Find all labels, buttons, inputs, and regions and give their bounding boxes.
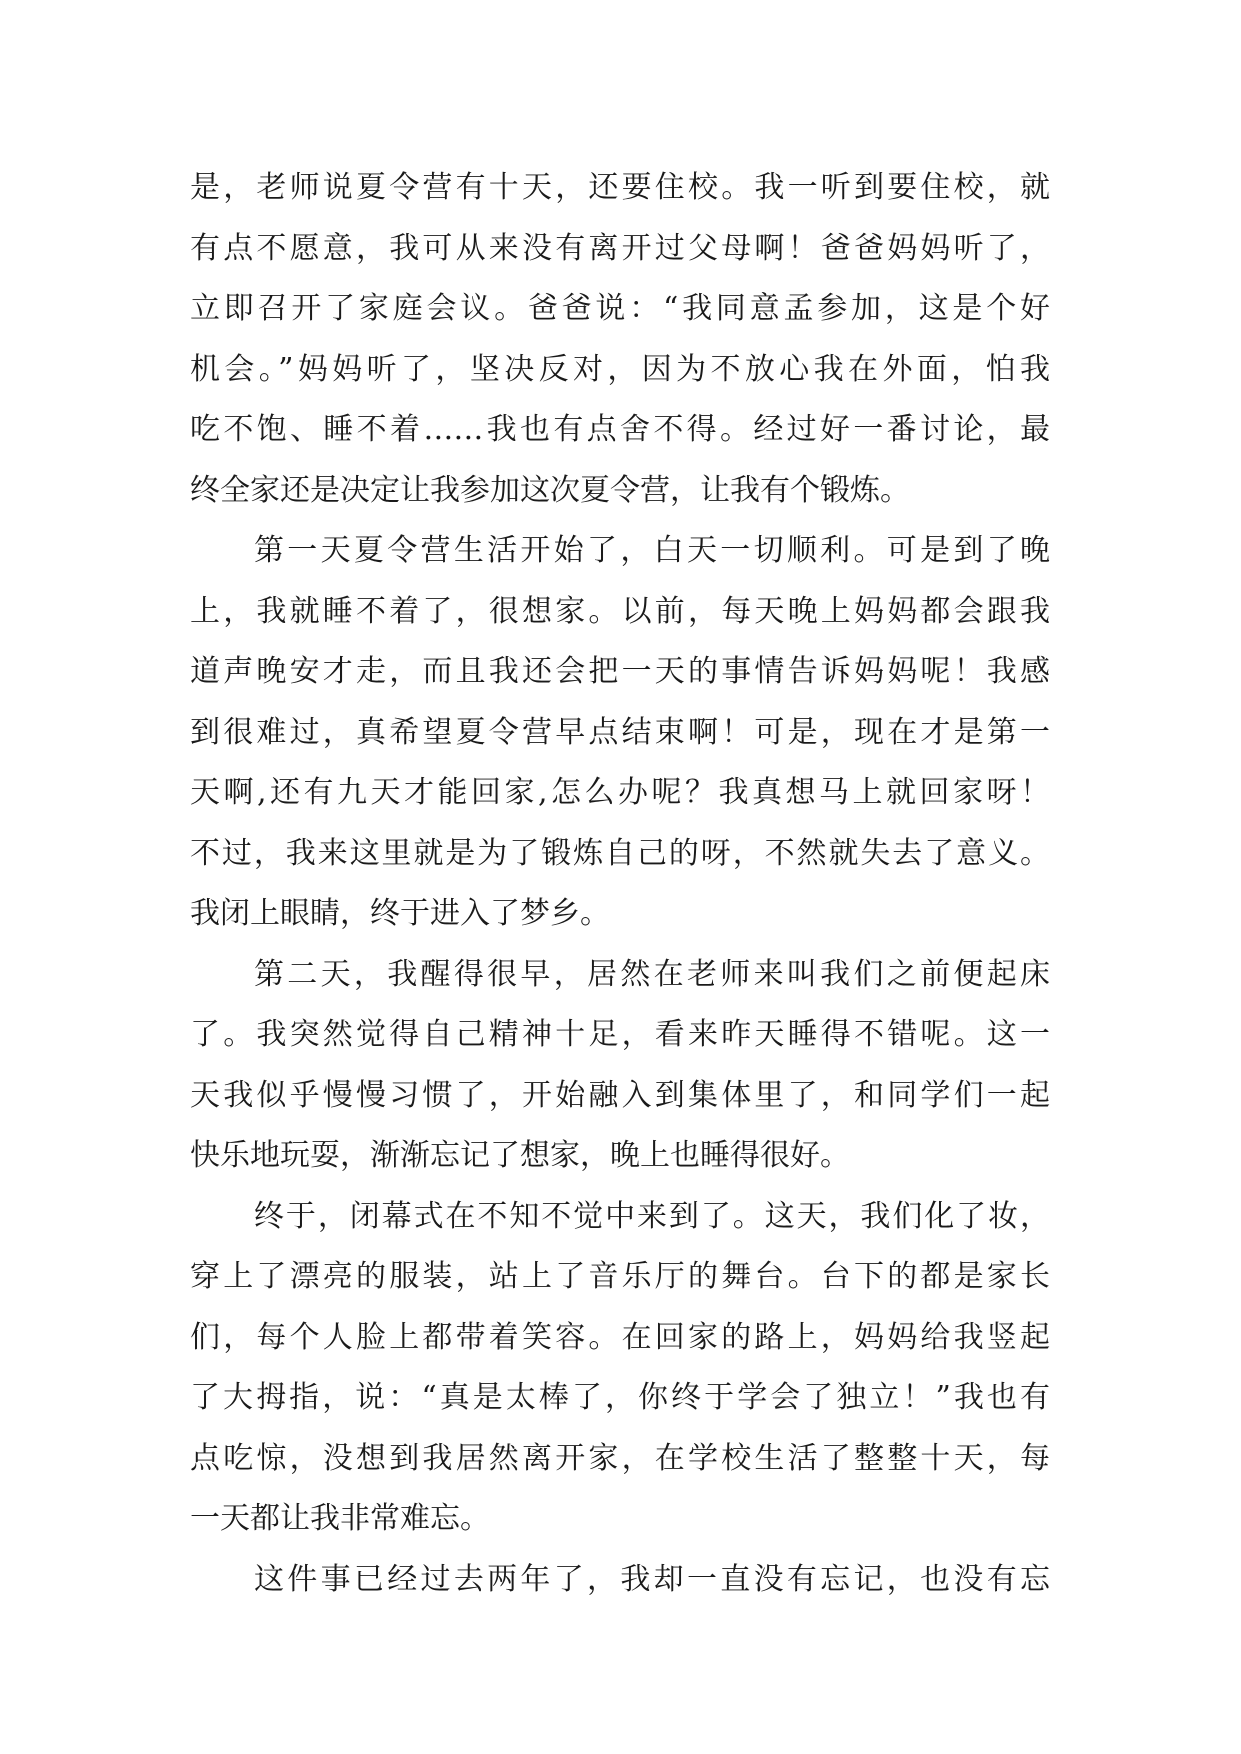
text-line: 道声晚安才走，而且我还会把一天的事情告诉妈妈呢！我感 — [190, 654, 1050, 689]
body-text — [190, 158, 1050, 1610]
text-line: 快乐地玩耍，渐渐忘记了想家，晚上也睡得很好。 — [190, 1138, 850, 1173]
text-line: 机会。”妈妈听了，坚决反对，因为不放心我在外面，怕我 — [190, 351, 1050, 387]
paragraph-first-line: 终于，闭幕式在不知不觉中来到了。这天，我们化了妆， — [254, 1198, 1050, 1234]
text-line: 了。我突然觉得自己精神十足，看来昨天睡得不错呢。这一 — [190, 1017, 1050, 1052]
text-line: 了大拇指，说：“真是太棒了，你终于学会了独立！”我也有 — [190, 1380, 1050, 1415]
text-line: 是，老师说夏令营有十天，还要住校。我一听到要住校，就 — [190, 170, 1050, 205]
text-line: 天啊,还有九天才能回家,怎么办呢？我真想马上就回家呀！ — [190, 775, 1050, 810]
text-line: 们，每个人脸上都带着笑容。在回家的路上，妈妈给我竖起 — [190, 1319, 1050, 1355]
text-line: 上，我就睡不着了，很想家。以前，每天晚上妈妈都会跟我 — [190, 593, 1050, 629]
text-line: 终全家还是决定让我参加这次夏令营，让我有个锻炼。 — [190, 472, 910, 508]
text-line: 立即召开了家庭会议。爸爸说：“我同意孟参加，这是个好 — [190, 291, 1050, 326]
text-line: 天我似乎慢慢习惯了，开始融入到集体里了，和同学们一起 — [190, 1077, 1050, 1113]
text-line: 点吃惊，没想到我居然离开家，在学校生活了整整十天，每 — [190, 1440, 1050, 1476]
text-line: 不过，我来这里就是为了锻炼自己的呀，不然就失去了意义。 — [190, 835, 1050, 871]
paragraph-first-line: 第二天，我醒得很早，居然在老师来叫我们之前便起床 — [254, 956, 1050, 992]
text-line: 到很难过，真希望夏令营早点结束啊！可是，现在才是第一 — [190, 714, 1050, 750]
text-line: 吃不饱、睡不着……我也有点舍不得。经过好一番讨论，最 — [190, 412, 1050, 447]
text-line: 穿上了漂亮的服装，站上了音乐厅的舞台。台下的都是家长 — [190, 1259, 1050, 1294]
text-line: 我闭上眼睛，终于进入了梦乡。 — [190, 896, 610, 931]
paragraph-first-line: 第一天夏令营生活开始了，白天一切顺利。可是到了晚 — [254, 533, 1050, 568]
text-line: 有点不愿意，我可从来没有离开过父母啊！爸爸妈妈听了， — [190, 230, 1050, 266]
paragraph-first-line: 这件事已经过去两年了，我却一直没有忘记，也没有忘 — [254, 1561, 1050, 1597]
text-line: 一天都让我非常难忘。 — [190, 1501, 490, 1536]
